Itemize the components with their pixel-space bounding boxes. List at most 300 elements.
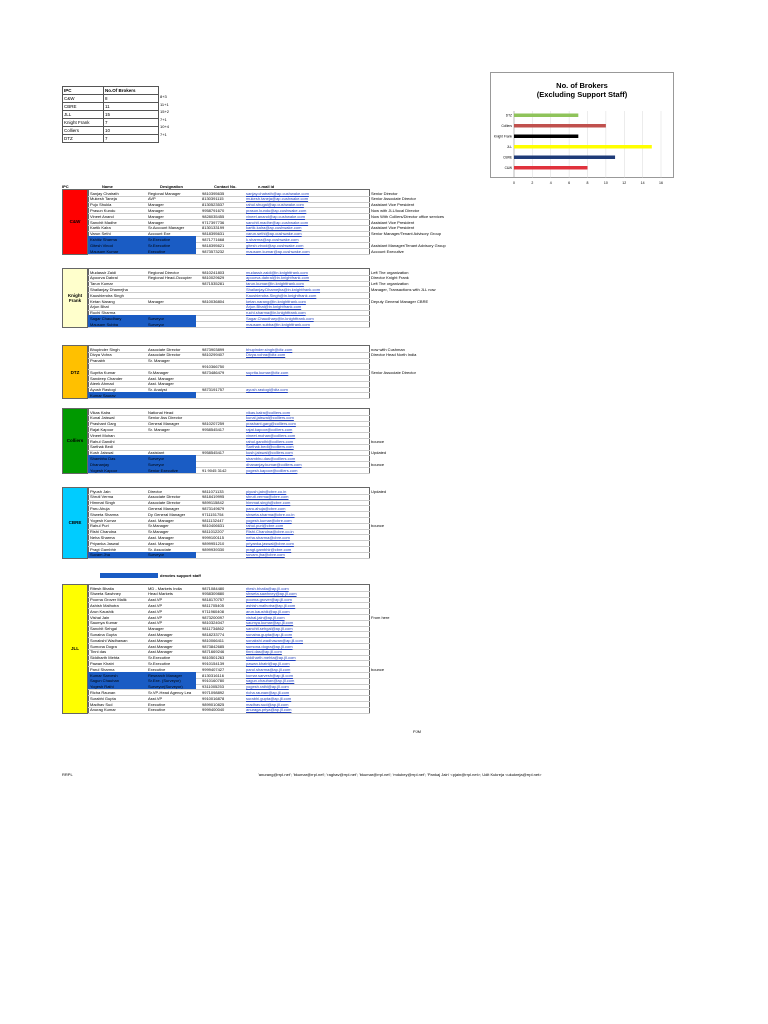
broker-email[interactable]: pragt.gambhir@cbre.com <box>246 546 292 552</box>
broker-status-note: Senior Manager/Tenant Advisory Group <box>371 231 442 237</box>
broker-name: Poorna Grover Malik <box>90 597 127 603</box>
broker-email[interactable]: Divya.vohra@dtz.com <box>246 352 286 358</box>
broker-contact: 9810036804 <box>202 298 225 304</box>
broker-email[interactable]: Rishi.Chandna@cbre.co.in <box>246 529 294 535</box>
summary-row <box>63 95 159 103</box>
summary-ipc: JLL <box>63 111 104 119</box>
broker-name: Pragt Gambhir <box>90 546 117 552</box>
summary-row <box>63 119 159 127</box>
broker-contact: 9811705405 <box>202 602 224 608</box>
broker-email[interactable]: madhav.sud@ap.jll.com <box>246 701 289 707</box>
broker-email[interactable]: apoorva.dabral@in.knightfrank.com <box>246 275 310 281</box>
broker-designation: Surveyor(Surveyor) <box>148 684 183 690</box>
broker-designation: Sr.VP-Head Agency Lea <box>148 689 192 695</box>
broker-designation: Regional Director <box>148 269 179 275</box>
broker-email[interactable]: ruchi.sharma@in.knightfrank.com <box>246 310 306 316</box>
denotes-support-label: denotes support staff <box>160 573 201 578</box>
broker-email[interactable]: sunaina.gupta@ap.jll.com <box>246 631 293 637</box>
summary-header-count: No.Of Brokers <box>104 87 159 95</box>
header-contact: Contact No. <box>214 184 237 189</box>
broker-designation: Asst.VP <box>148 597 163 603</box>
summary-count: 7 <box>104 119 159 127</box>
broker-email[interactable]: mukesh.taneja@ap.cushwake.com <box>246 196 309 202</box>
chart-x-tick: 16 <box>659 181 663 185</box>
broker-designation: Surveyor <box>148 321 165 327</box>
broker-name: Sagun Chauhan <box>90 678 119 684</box>
broker-email[interactable]: vikas.kalra@colliers.com <box>246 409 291 415</box>
broker-email[interactable]: saumya.kumar@ap.jll.com <box>246 620 294 626</box>
broker-designation: Executive <box>148 701 166 707</box>
broker-designation: Regional Manager <box>148 190 181 196</box>
broker-designation: Director <box>148 488 163 494</box>
broker-designation: Executive <box>148 707 166 713</box>
broker-contact: 9811132447 <box>202 517 224 523</box>
broker-designation: Associate Director <box>148 494 181 500</box>
chart-subtitle: (Excluding Support Staff) <box>536 90 628 99</box>
header-name: Name <box>102 184 113 189</box>
broker-name: Ritesh Bhatia <box>90 585 114 591</box>
summary-ipc: C&W <box>63 95 104 103</box>
broker-name: Arjun Bhat <box>90 304 109 310</box>
section-label: DTZ <box>70 369 80 375</box>
summary-note: 8+3 <box>160 94 167 99</box>
broker-contact: 9873191757 <box>202 387 225 393</box>
section-label: CBRE <box>68 520 82 526</box>
broker-contact: 9873842685 <box>202 643 225 649</box>
broker-email[interactable]: vineet.mohan@colliers.com <box>246 432 296 438</box>
broker-designation: Asst.Manager <box>148 649 173 655</box>
broker-designation: Executive <box>148 248 166 254</box>
footer-label: RRPL <box>62 772 73 777</box>
broker-designation: Associate Director <box>148 500 181 506</box>
broker-name: Divya Vohra <box>90 352 112 358</box>
broker-designation: Senior Executive <box>148 467 179 473</box>
broker-name: Richa Raunan <box>90 689 116 695</box>
section-label: JLL <box>70 646 79 652</box>
broker-name: Suprita Kumar <box>90 369 116 375</box>
broker-name: Vikas Kalra <box>90 409 111 415</box>
broker-email[interactable]: vineet.anand@ap.cushwake.com <box>246 213 305 219</box>
broker-contact: 9899939330 <box>202 546 225 552</box>
broker-designation: Manager <box>148 207 164 213</box>
summary-header-row <box>63 87 159 95</box>
broker-name: Sunaina Gupta <box>90 631 117 637</box>
chart-category-label: Knight Frank <box>493 134 512 139</box>
broker-name: Parul Sharma <box>90 666 115 672</box>
broker-email[interactable]: yogesh.kumar@cbre.com <box>246 517 292 523</box>
broker-contact: 9873573232 <box>202 248 225 254</box>
broker-status-note: bounce <box>371 523 385 529</box>
section-label-block <box>62 345 88 399</box>
section-label: Knight Frank <box>67 293 83 303</box>
broker-designation: Asst.Manager <box>148 637 173 643</box>
broker-email[interactable]: neha.sharma@cbre.com <box>246 534 290 540</box>
broker-email[interactable]: sanchit.madhe@ap.cushwake.com <box>246 219 309 225</box>
broker-designation: National Head <box>148 409 174 415</box>
broker-status-note: Senior Associate Director <box>371 196 416 202</box>
broker-designation: Sr.Account Manager <box>148 225 185 231</box>
broker-contact: 9810501263 <box>202 655 225 661</box>
broker-email[interactable]: tinni.das@ap.jll.com <box>246 649 282 655</box>
broker-contact: 9899951210 <box>202 540 225 546</box>
broker-email[interactable]: shweta.sharma@cbre.co.in <box>246 511 295 517</box>
summary-note: 15+2 <box>160 109 170 115</box>
broker-email[interactable]: varun.sethi@ap.cushwake.com <box>246 231 302 237</box>
broker-name: Shweta Sharma <box>90 511 119 517</box>
chart-title: No. of Brokers <box>556 81 608 90</box>
broker-name: Madhav Sud <box>90 701 113 707</box>
chart-category-label: Colliers <box>501 124 512 128</box>
broker-email[interactable]: kartik.kalra@ap.cushwake.com <box>246 225 302 231</box>
broker-status-note: Director Knight Frank <box>371 275 409 281</box>
summary-row <box>63 103 159 111</box>
broker-email[interactable]: mausam.kumar@ap.cushwake.com <box>246 248 310 254</box>
denotes-swatch <box>100 573 158 578</box>
table-row <box>88 552 370 559</box>
broker-designation: Research Manager <box>148 672 183 678</box>
chart-category-label: DTZ <box>505 113 512 118</box>
broker-contact: 9910016878 <box>202 695 225 701</box>
broker-email[interactable]: shambhu.das@colliers.com <box>246 455 296 461</box>
broker-designation: Asst.VP <box>148 614 163 620</box>
broker-designation: Asst.VP <box>148 602 163 608</box>
broker-email[interactable]: anuraga.priya@ap.jll.com <box>246 707 292 713</box>
broker-designation: Sr.Manager <box>148 529 169 535</box>
chart-x-tick: 12 <box>622 181 627 185</box>
broker-name: Kshitiz Sharma <box>90 236 117 242</box>
broker-contact: 9810029629 <box>202 275 225 281</box>
broker-email[interactable]: kumar.sarvesh@ap.jll.com <box>246 672 293 678</box>
broker-contact: 8130523537 <box>202 202 225 208</box>
broker-email[interactable]: suprita.kumar@dtz.com <box>246 369 289 375</box>
broker-contact: 9810395635 <box>202 190 225 196</box>
broker-status-note: Now With Colliers/Director office services <box>371 213 445 219</box>
broker-contact: 9810324047 <box>202 620 225 626</box>
broker-name: Varun Sethi <box>90 231 111 237</box>
broker-status-note: Assistant Manager/Tenant Advisory Group <box>371 242 446 248</box>
broker-email[interactable]: ketan.narang@in.knightfrank.com <box>246 298 306 304</box>
broker-status-note: Assistant Vice President <box>371 225 415 231</box>
summary-note: 11+1 <box>160 101 169 107</box>
broker-contact: 9871084480 <box>202 585 225 591</box>
broker-email[interactable]: rahul.puri@cbre.com <box>246 523 284 529</box>
broker-designation: Manager <box>148 219 164 225</box>
chart-bar <box>514 156 615 160</box>
broker-name: Prashant Garg <box>90 421 117 427</box>
broker-email[interactable]: sagun.chauhan@ap.jll.com <box>246 678 295 684</box>
broker-designation: Sr. Associate <box>148 546 172 552</box>
broker-name: Kaushlendra Singh <box>90 292 124 298</box>
broker-status-note: bounce <box>371 666 385 672</box>
broker-email[interactable]: bhupinder.singh@dtz.com <box>246 346 293 352</box>
summary-table-wrap <box>62 86 159 143</box>
broker-email[interactable]: arun.kaushik@ap.jll.com <box>246 608 290 614</box>
broker-designation: Sr.Executive <box>148 242 171 248</box>
broker-name: Rajat Kapoor <box>90 426 114 432</box>
broker-email[interactable]: sonakshi.wadhawan@ap.jll.com <box>246 637 303 643</box>
broker-contact: 9810207259 <box>202 421 225 427</box>
section-label-block <box>62 268 88 328</box>
broker-status-note: Left The organization <box>371 281 409 287</box>
chart-x-tick: 2 <box>531 181 534 185</box>
broker-contact: 9711960408 <box>202 608 224 614</box>
broker-contact: 9958309880 <box>202 591 225 597</box>
broker-contact: 9810066411 <box>202 637 224 643</box>
broker-contact: 9311005253 <box>202 684 224 690</box>
broker-name: Shambhu Das <box>90 455 116 461</box>
broker-contact: 9999400040 <box>202 707 225 713</box>
broker-email[interactable]: gitesh.vinod@ap.cushwake.com <box>246 242 304 248</box>
summary-row <box>63 127 159 135</box>
broker-email[interactable]: tarun.kumar@in.knightfrank.com <box>246 281 304 287</box>
broker-email[interactable]: kush.jaiswal@colliers.com <box>246 450 293 456</box>
broker-email[interactable]: vishal.jain@ap.jll.com <box>246 614 285 620</box>
chart-bar <box>514 135 578 139</box>
broker-contact: 9717397736 <box>202 219 225 225</box>
broker-designation: Manager <box>148 298 164 304</box>
broker-email[interactable]: prashant.garg@colliers.com <box>246 421 296 427</box>
broker-designation: Surveyor <box>148 552 165 558</box>
broker-designation: Account Exe <box>148 231 171 237</box>
broker-email[interactable]: poorna.grover@ap.jll.com <box>246 597 292 603</box>
broker-designation: Assistant <box>148 450 165 456</box>
broker-email[interactable]: suvam.jha@cbre.com <box>246 552 285 558</box>
broker-designation: Sr. Manager <box>148 358 170 364</box>
broker-email[interactable]: Sarthak.bedi@colliers.com <box>246 444 294 450</box>
broker-contact: 9958545417 <box>202 450 225 456</box>
broker-email[interactable]: ritesh.bhatia@ap.jll.com <box>246 585 289 591</box>
broker-name: Vineet Anand <box>90 213 114 219</box>
broker-designation: Asst. Manager <box>148 540 174 546</box>
broker-contact: 8130391115 <box>202 196 224 202</box>
summary-ipc: Colliers <box>63 127 104 135</box>
section-label-block <box>62 408 88 474</box>
table-row <box>88 321 370 328</box>
broker-email[interactable]: Sagar.Chaudhary@in.knightfrank.com <box>246 315 314 321</box>
broker-name: Ruchi Sharma <box>90 310 116 316</box>
broker-designation: Sr.Manager <box>148 523 169 529</box>
broker-contact: 9810241803 <box>202 269 225 275</box>
broker-email[interactable]: shruti.verma@cbre.com <box>246 494 289 500</box>
broker-name: Sanchit Madhe <box>90 219 117 225</box>
broker-designation: Executive <box>148 666 166 672</box>
broker-email[interactable]: yogesh.rathi@ap.jll.com <box>246 684 289 690</box>
broker-name: Sagar Chaudhary <box>90 315 122 321</box>
broker-name: Prasun Kundu <box>90 207 116 213</box>
broker-contact: 9811012207 <box>202 529 224 535</box>
broker-contact: 9999100115 <box>202 534 224 540</box>
broker-name: Ateek Ahmad <box>90 381 114 387</box>
chart-x-tick: 0 <box>513 181 515 185</box>
broker-name: Piyush Jain <box>90 488 111 494</box>
broker-email[interactable]: richa.raunan@ap.jll.com <box>246 689 290 695</box>
broker-email[interactable]: rahul.shugal@ap.cushwake.com <box>246 202 304 208</box>
broker-designation: Sr.Manager <box>148 369 169 375</box>
summary-ipc: DTZ <box>63 135 104 143</box>
broker-designation: Asst. Manager <box>148 517 174 523</box>
broker-designation: Senior Ass Director <box>148 415 183 421</box>
broker-contact: 9811071133 <box>202 488 224 494</box>
summary-note: 7+1 <box>160 116 167 122</box>
summary-table <box>62 86 159 143</box>
chart-bar <box>514 166 588 170</box>
broker-email[interactable]: ayush.rastogi@dtz.com <box>246 387 288 393</box>
broker-email[interactable]: piyush.jain@cbre.co.in <box>246 488 287 494</box>
broker-status-note: Account Executive <box>371 248 404 254</box>
broker-name: Apoorva Dabral <box>90 275 118 281</box>
broker-name: Pranabh <box>90 358 106 364</box>
broker-contact: 9871771668 <box>202 236 225 242</box>
broker-contact: 9810299407 <box>202 352 225 358</box>
broker-name: Yogesh Kumar <box>90 517 117 523</box>
broker-email[interactable]: ashish.malhotra@ap.jll.com <box>246 602 296 608</box>
broker-designation: Asst.VP <box>148 608 163 614</box>
broker-email[interactable]: siddharth.mehta@ap.jll.com <box>246 655 296 661</box>
broker-name: Kunal Jaiswal <box>90 415 115 421</box>
broker-email[interactable]: k.sharma@ap.cushwake.com <box>246 236 299 242</box>
broker-status-note: Updated <box>371 450 387 456</box>
chart-x-tick: 8 <box>586 181 589 185</box>
broker-contact: 9818170757 <box>202 597 225 603</box>
broker-designation: Dy General Manager <box>148 511 186 517</box>
broker-name: Tinni das <box>90 649 107 655</box>
broker-name: Mudassir Zaidi <box>90 269 117 275</box>
broker-designation: Surveyor <box>148 455 165 461</box>
broker-status-note: Manager, Transactions with JLL now <box>371 286 436 292</box>
broker-name: Mukesh Taneja <box>90 196 117 202</box>
chart-bar <box>514 114 578 118</box>
chart-x-tick: 14 <box>640 181 645 185</box>
broker-name: Ketan Narang <box>90 298 115 304</box>
broker-designation: Associate Director <box>148 346 181 352</box>
broker-contact: 9711151754 <box>202 511 224 517</box>
broker-designation: AVP <box>148 196 156 202</box>
broker-email[interactable]: dhananjay.kumar@colliers.com <box>246 461 302 467</box>
broker-name: Shruti Verma <box>90 494 114 500</box>
broker-designation: Regional Head-Occupier <box>148 275 192 281</box>
section-label: C&W <box>69 219 81 225</box>
summary-row <box>63 111 159 119</box>
broker-contact: 9810406631 <box>202 523 225 529</box>
broker-designation: Head Markets <box>148 591 173 597</box>
broker-designation: Asst.VP <box>148 695 163 701</box>
broker-email[interactable]: surabhi.gupta@ap.jll.com <box>246 695 292 701</box>
broker-contact: 9910160780 <box>202 678 225 684</box>
summary-count: 11 <box>104 103 159 111</box>
chart-category-label: JLL <box>506 145 512 149</box>
broker-status-note: Now with JLL/local Director <box>371 207 420 213</box>
section-label-block <box>62 189 88 255</box>
broker-email[interactable]: paru.ahuja@cbre.com <box>246 505 286 511</box>
broker-designation: Asst. Manager <box>148 534 174 540</box>
summary-note: 7+1 <box>160 132 167 137</box>
broker-contact: 9871535281 <box>202 281 225 287</box>
broker-name: Paru Ahuja <box>90 505 110 511</box>
broker-contact: 9828035455 <box>202 213 225 219</box>
broker-email[interactable]: sumona.dogra@ap.jll.com <box>246 643 293 649</box>
broker-name: Ayush Rastogi <box>90 387 116 393</box>
broker-name: Sanchit Sehgal <box>90 626 117 632</box>
broker-name: Himmat Singh <box>90 500 116 506</box>
broker-designation: Sr.Executive <box>148 655 171 661</box>
broker-designation: Asst.Manager <box>148 643 173 649</box>
broker-email[interactable]: himmat.singh@cbre.com <box>246 500 291 506</box>
broker-designation: Asst.Manager <box>148 631 173 637</box>
chart-x-tick: 6 <box>568 181 571 185</box>
broker-name: Sandeep Chander <box>90 375 123 381</box>
broker-email[interactable]: mudassir.zaidi@in.knightfrank.com <box>246 269 308 275</box>
table-row <box>88 248 370 255</box>
broker-name: Neha Sharma <box>90 534 115 540</box>
broker-email[interactable]: Kaushlendra.Singh@in.knightfrank.com <box>246 292 317 298</box>
broker-name: Vishal Jain <box>90 614 110 620</box>
summary-row <box>63 135 159 143</box>
broker-name: Sanjay Chatrath <box>90 190 119 196</box>
broker-status-note: Assistant Vice President <box>371 219 415 225</box>
broker-designation: Sr.Executive <box>148 660 171 666</box>
broker-email[interactable]: parul.sharma@ap.jll.com <box>246 666 291 672</box>
broker-status-note: now with Cushman <box>371 346 405 352</box>
broker-status-note: Left The organization <box>371 269 409 275</box>
broker-name: Rahul Gandhi <box>90 438 115 444</box>
broker-email[interactable]: yogesh.kapoor@colliers.com <box>246 467 298 473</box>
broker-designation: General Manager <box>148 505 180 511</box>
broker-name: Yogesh Kapoor <box>90 467 118 473</box>
broker-status-note: Senior Associate Director <box>371 369 416 375</box>
broker-contact: 9811734862 <box>202 626 224 632</box>
broker-contact: 9899115842 <box>202 500 224 506</box>
broker-email[interactable]: priyanka.jaswal@cbre.com <box>246 540 294 546</box>
broker-contact: 91 9045 3142 <box>202 467 227 473</box>
summary-count: 15 <box>104 111 159 119</box>
broker-name: Kumar Sarvesh <box>90 672 118 678</box>
broker-designation: Sr.Exe. (Surveyor) <box>148 678 181 684</box>
broker-email[interactable]: shweta.sawhney@ap.jll.com <box>246 591 297 597</box>
chart-category-label: C&W <box>504 166 512 170</box>
section-label: Colliers <box>66 438 84 444</box>
table-row <box>88 707 370 714</box>
broker-status-note: Director Head North India <box>371 352 417 358</box>
broker-email[interactable]: kunal.jaiswal@colliers.com <box>246 415 294 421</box>
summary-ipc: CBRE <box>63 103 104 111</box>
broker-email[interactable]: prasun.kundu@ap.cushwake.com <box>246 207 307 213</box>
broker-email[interactable]: rajat.kapoor@colliers.com <box>246 426 293 432</box>
broker-email[interactable]: pawan.khatri@ap.jll.com <box>246 660 290 666</box>
broker-status-note: Senior Director <box>371 190 398 196</box>
broker-email[interactable]: rahul.gandhi@colliers.com <box>246 438 294 444</box>
section-label-block <box>62 487 88 559</box>
broker-designation: Associate Director <box>148 352 181 358</box>
broker-name: Shweta Sawhney <box>90 591 121 597</box>
broker-status-note: Updated <box>371 488 387 494</box>
table-row <box>88 392 370 399</box>
broker-contact: 9910154139 <box>202 660 225 666</box>
broker-name: Tarun Kumar <box>90 281 113 287</box>
broker-email[interactable]: Arjun.Bhat@in.knightfrank.com <box>246 304 302 310</box>
broker-email[interactable]: Shailanjay.Dhamejha@in.knightfrank.com <box>246 286 321 292</box>
broker-email[interactable]: sanjay.chatrath@ap.cushwake.com <box>246 190 309 196</box>
summary-count: 10 <box>104 127 159 135</box>
broker-email[interactable]: mausam.subba@in.knightfrank.com <box>246 321 310 327</box>
header-email: e-mail id <box>258 184 275 189</box>
broker-name: Kumar Saurav <box>90 392 116 398</box>
broker-email[interactable]: sanchit.sehgal@ap.jll.com <box>246 626 293 632</box>
chart-bar <box>514 145 652 149</box>
broker-name: Pujo Shukla <box>90 202 112 208</box>
broker-designation: Sr. Manager <box>148 426 170 432</box>
broker-designation: General Manager <box>148 421 180 427</box>
broker-name: Yogesh Rathi <box>90 684 114 690</box>
